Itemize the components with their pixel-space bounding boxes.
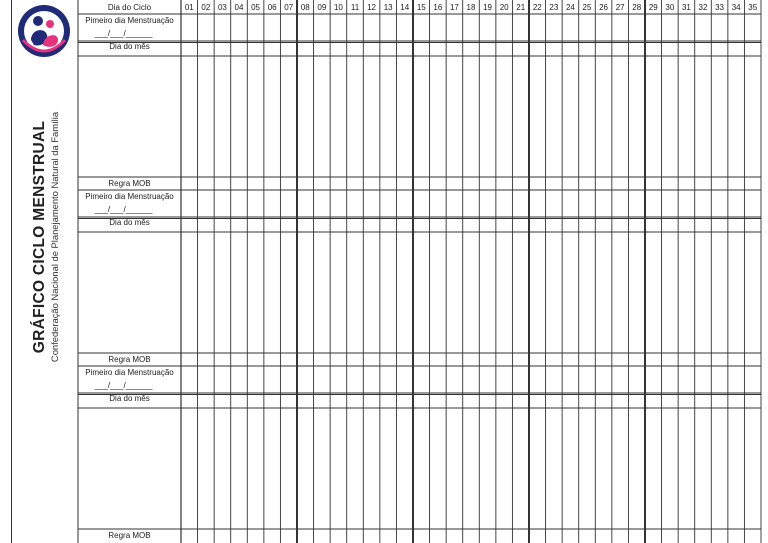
cycle-day-number: 29 <box>648 3 658 12</box>
cycle-day-number: 09 <box>317 3 327 12</box>
cycle-day-number: 20 <box>499 3 509 12</box>
grid-lines <box>78 0 761 543</box>
cycle-day-number: 33 <box>715 3 725 12</box>
cycle-day-number: 16 <box>433 3 443 12</box>
first-menstruation-day-label: Pimeiro dia Menstruação <box>85 192 174 201</box>
cycle-day-number: 02 <box>201 3 211 12</box>
chart-subtitle: Confederação Nacional de Planejamento Natural da Família <box>49 111 60 363</box>
cycle-day-number: 01 <box>184 3 194 12</box>
cycle-day-number: 23 <box>549 3 559 12</box>
first-menstruation-day-label: Pimeiro dia Menstruação <box>85 368 174 377</box>
cycle-day-numbers <box>185 3 758 12</box>
cycle-day-number: 24 <box>565 3 575 12</box>
mob-rule-label: Regra MOB <box>108 531 151 540</box>
cycle-day-number: 19 <box>483 3 493 12</box>
cycle-blocks <box>85 16 174 540</box>
mob-rule-label: Regra MOB <box>108 179 151 188</box>
cycle-day-number: 18 <box>466 3 476 12</box>
cycle-block <box>85 192 174 364</box>
date-blank-field: ___/___/______ <box>94 29 153 38</box>
cycle-block <box>85 16 174 188</box>
cycle-day-number: 27 <box>615 3 625 12</box>
date-blank-field: ___/___/______ <box>94 205 153 214</box>
cycle-day-number: 17 <box>449 3 459 12</box>
cycle-day-number: 04 <box>234 3 244 12</box>
cycle-day-number: 13 <box>383 3 393 12</box>
cycle-day-number: 21 <box>516 3 526 12</box>
cycle-day-number: 10 <box>333 3 343 12</box>
cycle-day-number: 26 <box>599 3 609 12</box>
cycle-day-number: 06 <box>267 3 277 12</box>
cycle-day-number: 30 <box>665 3 675 12</box>
cycle-day-number: 25 <box>582 3 592 12</box>
cycle-day-number: 31 <box>681 3 691 12</box>
cycle-day-number: 08 <box>300 3 310 12</box>
cycle-day-number: 14 <box>400 3 410 12</box>
date-blank-field: ___/___/______ <box>94 381 153 390</box>
day-of-month-label: Dia do mês <box>109 394 150 403</box>
day-of-month-label: Dia do mês <box>109 42 150 51</box>
mob-rule-label: Regra MOB <box>108 355 151 364</box>
cycle-day-number: 15 <box>416 3 426 12</box>
cycle-day-number: 07 <box>284 3 294 12</box>
cycle-day-number: 35 <box>748 3 758 12</box>
cycle-day-number: 28 <box>632 3 642 12</box>
day-of-month-label: Dia do mês <box>109 218 150 227</box>
cycle-day-number: 03 <box>217 3 227 12</box>
cycle-day-number: 32 <box>698 3 708 12</box>
cycle-day-header-label: Dia do Ciclo <box>107 3 152 12</box>
chart-title: GRÁFICO CICLO MENSTRUAL <box>31 120 48 354</box>
cycle-day-number: 05 <box>251 3 261 12</box>
first-menstruation-day-label: Pimeiro dia Menstruação <box>85 16 174 25</box>
cycle-day-number: 11 <box>350 3 360 12</box>
cycle-day-number: 34 <box>731 3 741 12</box>
cycle-block <box>85 368 174 540</box>
cycle-day-number: 12 <box>367 3 377 12</box>
cycle-day-number: 22 <box>532 3 542 12</box>
